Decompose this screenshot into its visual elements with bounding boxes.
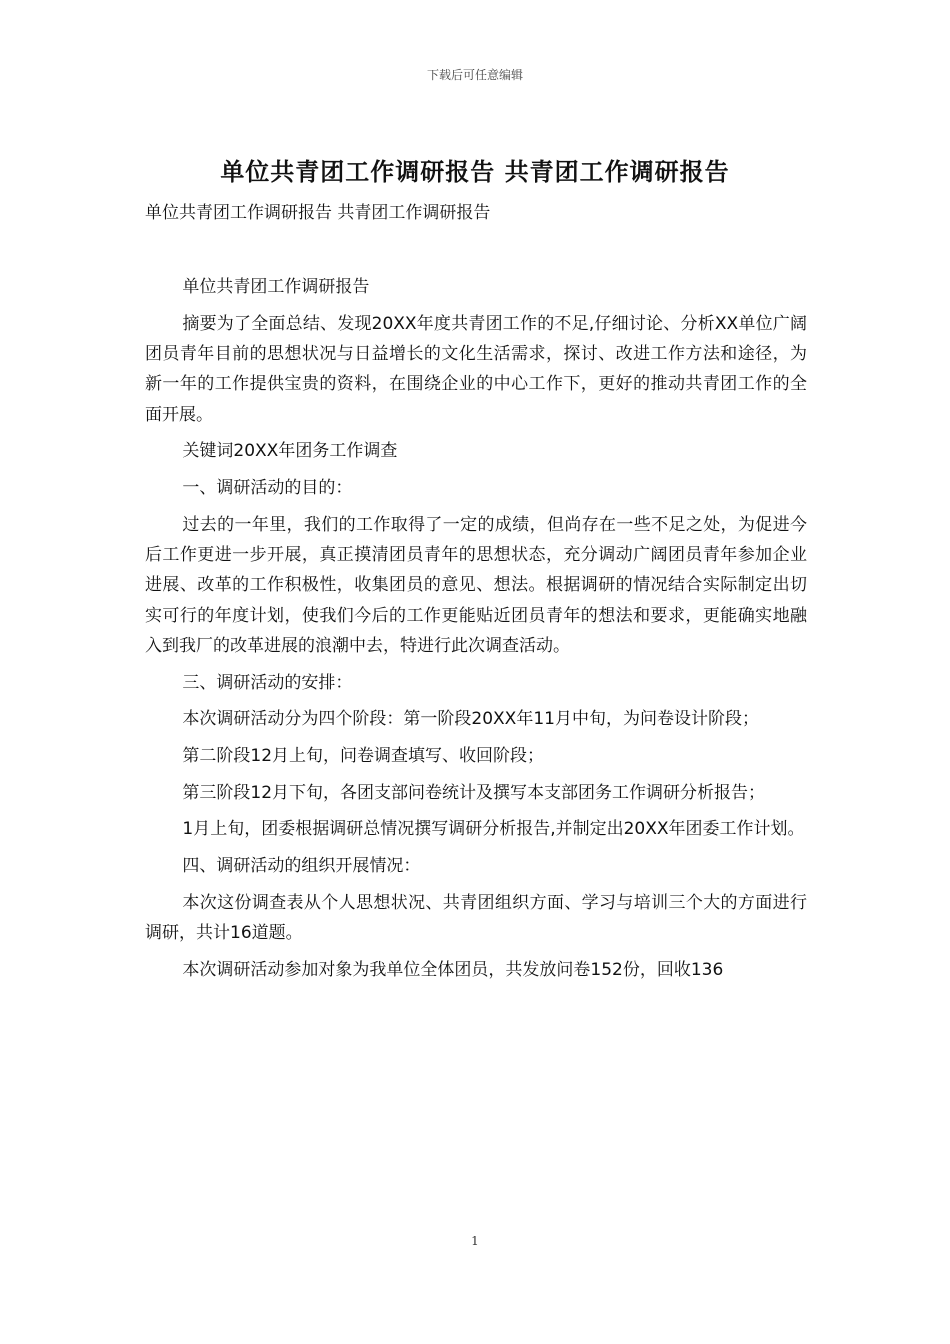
paragraph-abstract: 摘要为了全面总结、发现20XX年度共青团工作的不足,仔细讨论、分析XX单位广阔团员青年目前的思想状况与日益增长的文化生活需求，探讨、改进工作方法和途径，为新一年的工作提供宝贵的资料，在围绕企业的中心工作下，更好的推动共青团工作的全面开展。 <box>145 313 807 425</box>
paragraph-report-heading: 单位共青团工作调研报告 <box>182 277 370 297</box>
page-number: 1 <box>471 1234 479 1248</box>
document-subtitle: 单位共青团工作调研报告 共青团工作调研报告 <box>145 203 491 223</box>
document-title: 单位共青团工作调研报告 共青团工作调研报告 <box>220 158 730 186</box>
section-heading-arrangement: 三、调研活动的安排： <box>182 672 353 693</box>
section-heading-organization: 四、调研活动的组织开展情况： <box>182 855 421 876</box>
body-text <box>145 272 807 991</box>
paragraph-survey-scope: 本次这份调查表从个人思想状况、共青团组织方面、学习与培训三个大的方面进行调研，共计16道题。 <box>145 892 807 943</box>
paragraph-purpose: 过去的一年里，我们的工作取得了一定的成绩，但尚存在一些不足之处，为促进今后工作更进一步开展，真正摸清团员青年的思想状态，充分调动广阔团员青年参加企业进展、改革的工作积极性，收集团员的意见、想法。根据调研的情况结合实际制定出切实可行的年度计划，使我们今后的工作更能贴近团员青年的想法和要求，更能确实地融入到我厂的改革进展的浪潮中去，特进行此次调查活动。 <box>145 514 807 656</box>
paragraph-keywords: 关键词20XX年团务工作调查 <box>182 441 398 462</box>
paragraph-stage-two: 第二阶段12月上旬，问卷调查填写、收回阶段； <box>182 745 545 766</box>
paragraph-stage-four: 1月上旬，团委根据调研总情况撰写调研分析报告,并制定出20XX年团委工作计划。 <box>182 819 805 840</box>
section-heading-purpose: 一、调研活动的目的： <box>182 477 353 498</box>
paragraph-stage-three: 第三阶段12月下旬，各团支部问卷统计及撰写本支部团务工作调研分析报告； <box>182 782 766 803</box>
paragraph-participants: 本次调研活动参加对象为我单位全体团员，共发放问卷152份，回收136 <box>182 959 724 980</box>
paragraph-stage-one: 本次调研活动分为四个阶段：第一阶段20XX年11月中旬，为问卷设计阶段； <box>182 709 759 730</box>
header-note: 下载后可任意编辑 <box>426 68 523 82</box>
